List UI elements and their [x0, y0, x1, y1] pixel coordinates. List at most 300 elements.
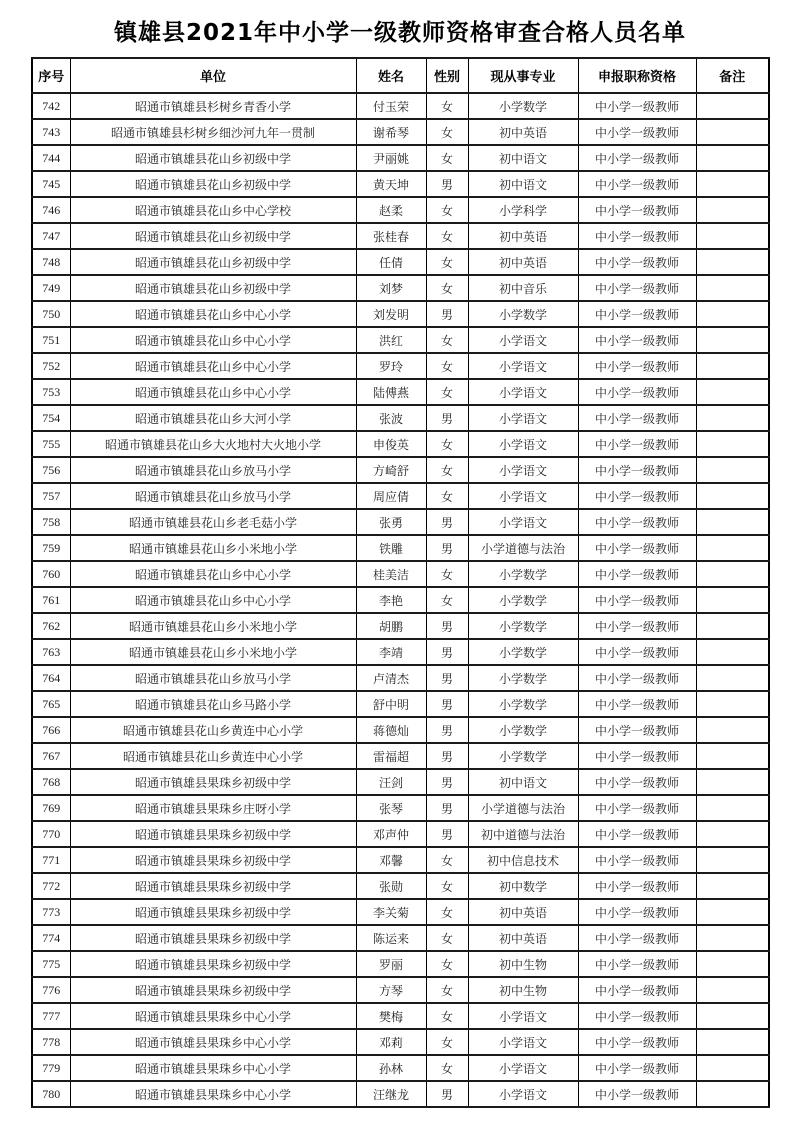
- cell-name: 陈运来: [356, 925, 426, 951]
- cell-name: 付玉荣: [356, 93, 426, 119]
- cell-remarks: [696, 795, 769, 821]
- cell-name: 张桂春: [356, 223, 426, 249]
- cell-serial: 780: [32, 1081, 70, 1107]
- cell-gender: 女: [426, 197, 468, 223]
- cell-remarks: [696, 717, 769, 743]
- cell-remarks: [696, 561, 769, 587]
- cell-unit: 昭通市镇雄县花山乡放马小学: [70, 457, 356, 483]
- header-serial: 序号: [32, 58, 70, 93]
- cell-name: 雷福超: [356, 743, 426, 769]
- cell-profession: 小学数学: [468, 743, 578, 769]
- cell-profession: 初中英语: [468, 223, 578, 249]
- cell-gender: 男: [426, 301, 468, 327]
- cell-unit: 昭通市镇雄县果珠乡中心小学: [70, 1003, 356, 1029]
- cell-serial: 746: [32, 197, 70, 223]
- cell-profession: 小学语文: [468, 405, 578, 431]
- cell-profession: 小学数学: [468, 717, 578, 743]
- cell-unit: 昭通市镇雄县杉树乡青香小学: [70, 93, 356, 119]
- cell-remarks: [696, 509, 769, 535]
- cell-name: 刘梦: [356, 275, 426, 301]
- cell-gender: 男: [426, 717, 468, 743]
- table-row: [32, 301, 769, 327]
- cell-title-qualification: 中小学一级教师: [578, 925, 696, 951]
- cell-remarks: [696, 613, 769, 639]
- cell-title-qualification: 中小学一级教师: [578, 639, 696, 665]
- cell-name: 邓莉: [356, 1029, 426, 1055]
- cell-name: 黄天坤: [356, 171, 426, 197]
- cell-profession: 初中生物: [468, 977, 578, 1003]
- cell-gender: 女: [426, 1055, 468, 1081]
- cell-profession: 小学数学: [468, 587, 578, 613]
- cell-profession: 小学语文: [468, 509, 578, 535]
- cell-profession: 小学语文: [468, 431, 578, 457]
- cell-title-qualification: 中小学一级教师: [578, 301, 696, 327]
- cell-remarks: [696, 743, 769, 769]
- cell-gender: 女: [426, 847, 468, 873]
- cell-serial: 765: [32, 691, 70, 717]
- cell-profession: 初中英语: [468, 249, 578, 275]
- cell-gender: 女: [426, 483, 468, 509]
- cell-unit: 昭通市镇雄县花山乡马路小学: [70, 691, 356, 717]
- table-row: [32, 93, 769, 119]
- table-row: [32, 1055, 769, 1081]
- cell-name: 樊梅: [356, 1003, 426, 1029]
- cell-profession: 小学语文: [468, 327, 578, 353]
- cell-remarks: [696, 405, 769, 431]
- cell-unit: 昭通市镇雄县花山乡中心学校: [70, 197, 356, 223]
- cell-name: 李靖: [356, 639, 426, 665]
- cell-profession: 小学数学: [468, 639, 578, 665]
- cell-title-qualification: 中小学一级教师: [578, 431, 696, 457]
- cell-serial: 753: [32, 379, 70, 405]
- table-row: [32, 535, 769, 561]
- cell-serial: 743: [32, 119, 70, 145]
- table-row: [32, 171, 769, 197]
- table-row: [32, 717, 769, 743]
- cell-name: 尹丽姚: [356, 145, 426, 171]
- cell-remarks: [696, 535, 769, 561]
- cell-name: 洪红: [356, 327, 426, 353]
- cell-title-qualification: 中小学一级教师: [578, 821, 696, 847]
- cell-serial: 764: [32, 665, 70, 691]
- table-row: [32, 405, 769, 431]
- table-row: [32, 431, 769, 457]
- cell-serial: 758: [32, 509, 70, 535]
- table-row: [32, 821, 769, 847]
- cell-title-qualification: 中小学一级教师: [578, 665, 696, 691]
- cell-title-qualification: 中小学一级教师: [578, 951, 696, 977]
- cell-profession: 初中语文: [468, 145, 578, 171]
- cell-title-qualification: 中小学一级教师: [578, 223, 696, 249]
- cell-title-qualification: 中小学一级教师: [578, 977, 696, 1003]
- cell-title-qualification: 中小学一级教师: [578, 743, 696, 769]
- table-row: [32, 249, 769, 275]
- header-title-qualification: 申报职称资格: [578, 58, 696, 93]
- cell-unit: 昭通市镇雄县花山乡中心小学: [70, 353, 356, 379]
- cell-profession: 小学语文: [468, 483, 578, 509]
- cell-gender: 女: [426, 951, 468, 977]
- cell-name: 孙林: [356, 1055, 426, 1081]
- table-row: [32, 509, 769, 535]
- cell-remarks: [696, 951, 769, 977]
- cell-gender: 男: [426, 405, 468, 431]
- cell-serial: 744: [32, 145, 70, 171]
- table-row: [32, 483, 769, 509]
- cell-serial: 756: [32, 457, 70, 483]
- cell-serial: 759: [32, 535, 70, 561]
- cell-gender: 男: [426, 743, 468, 769]
- table-row: [32, 925, 769, 951]
- table-row: [32, 587, 769, 613]
- cell-serial: 762: [32, 613, 70, 639]
- cell-title-qualification: 中小学一级教师: [578, 899, 696, 925]
- cell-serial: 754: [32, 405, 70, 431]
- cell-gender: 男: [426, 535, 468, 561]
- cell-title-qualification: 中小学一级教师: [578, 249, 696, 275]
- cell-serial: 763: [32, 639, 70, 665]
- cell-unit: 昭通市镇雄县花山乡初级中学: [70, 223, 356, 249]
- cell-gender: 女: [426, 93, 468, 119]
- cell-serial: 770: [32, 821, 70, 847]
- cell-remarks: [696, 197, 769, 223]
- cell-title-qualification: 中小学一级教师: [578, 93, 696, 119]
- cell-unit: 昭通市镇雄县果珠乡初级中学: [70, 847, 356, 873]
- cell-unit: 昭通市镇雄县花山乡小米地小学: [70, 613, 356, 639]
- cell-gender: 女: [426, 977, 468, 1003]
- cell-serial: 760: [32, 561, 70, 587]
- cell-remarks: [696, 1003, 769, 1029]
- cell-remarks: [696, 1055, 769, 1081]
- cell-gender: 女: [426, 353, 468, 379]
- table-row: [32, 639, 769, 665]
- cell-profession: 初中英语: [468, 925, 578, 951]
- cell-serial: 779: [32, 1055, 70, 1081]
- cell-gender: 女: [426, 249, 468, 275]
- table-row: [32, 795, 769, 821]
- cell-gender: 女: [426, 1003, 468, 1029]
- cell-name: 舒中明: [356, 691, 426, 717]
- cell-remarks: [696, 327, 769, 353]
- cell-name: 张波: [356, 405, 426, 431]
- cell-name: 卢清杰: [356, 665, 426, 691]
- cell-serial: 755: [32, 431, 70, 457]
- cell-unit: 昭通市镇雄县果珠乡初级中学: [70, 977, 356, 1003]
- cell-name: 任倩: [356, 249, 426, 275]
- cell-name: 邓声仲: [356, 821, 426, 847]
- cell-remarks: [696, 691, 769, 717]
- cell-serial: 766: [32, 717, 70, 743]
- cell-gender: 男: [426, 171, 468, 197]
- cell-profession: 小学道德与法治: [468, 795, 578, 821]
- cell-unit: 昭通市镇雄县花山乡初级中学: [70, 275, 356, 301]
- cell-gender: 女: [426, 587, 468, 613]
- cell-unit: 昭通市镇雄县果珠乡中心小学: [70, 1029, 356, 1055]
- cell-title-qualification: 中小学一级教师: [578, 535, 696, 561]
- roster-table: [31, 57, 770, 1108]
- cell-remarks: [696, 769, 769, 795]
- table-row: [32, 561, 769, 587]
- cell-gender: 男: [426, 1081, 468, 1107]
- cell-serial: 774: [32, 925, 70, 951]
- cell-title-qualification: 中小学一级教师: [578, 587, 696, 613]
- cell-name: 胡鹏: [356, 613, 426, 639]
- cell-title-qualification: 中小学一级教师: [578, 353, 696, 379]
- cell-remarks: [696, 847, 769, 873]
- cell-title-qualification: 中小学一级教师: [578, 873, 696, 899]
- cell-serial: 761: [32, 587, 70, 613]
- cell-profession: 小学科学: [468, 197, 578, 223]
- cell-profession: 初中道德与法治: [468, 821, 578, 847]
- header-remarks: 备注: [696, 58, 769, 93]
- cell-unit: 昭通市镇雄县果珠乡初级中学: [70, 951, 356, 977]
- cell-profession: 小学数学: [468, 93, 578, 119]
- table-row: [32, 613, 769, 639]
- cell-remarks: [696, 145, 769, 171]
- header-profession: 现从事专业: [468, 58, 578, 93]
- cell-title-qualification: 中小学一级教师: [578, 119, 696, 145]
- cell-remarks: [696, 379, 769, 405]
- cell-gender: 女: [426, 457, 468, 483]
- table-row: [32, 769, 769, 795]
- cell-title-qualification: 中小学一级教师: [578, 691, 696, 717]
- cell-unit: 昭通市镇雄县花山乡中心小学: [70, 327, 356, 353]
- table-body: [32, 93, 769, 1107]
- cell-serial: 775: [32, 951, 70, 977]
- cell-remarks: [696, 249, 769, 275]
- cell-unit: 昭通市镇雄县花山乡初级中学: [70, 145, 356, 171]
- cell-remarks: [696, 587, 769, 613]
- cell-remarks: [696, 353, 769, 379]
- table-row: [32, 119, 769, 145]
- cell-unit: 昭通市镇雄县花山乡中心小学: [70, 301, 356, 327]
- cell-unit: 昭通市镇雄县果珠乡庄呀小学: [70, 795, 356, 821]
- cell-unit: 昭通市镇雄县花山乡中心小学: [70, 561, 356, 587]
- cell-unit: 昭通市镇雄县花山乡初级中学: [70, 249, 356, 275]
- cell-profession: 小学数学: [468, 613, 578, 639]
- cell-title-qualification: 中小学一级教师: [578, 1029, 696, 1055]
- cell-unit: 昭通市镇雄县花山乡初级中学: [70, 171, 356, 197]
- cell-gender: 女: [426, 873, 468, 899]
- cell-serial: 768: [32, 769, 70, 795]
- cell-profession: 小学语文: [468, 353, 578, 379]
- table-row: [32, 665, 769, 691]
- cell-unit: 昭通市镇雄县花山乡放马小学: [70, 483, 356, 509]
- table-row: [32, 327, 769, 353]
- cell-name: 方崎舒: [356, 457, 426, 483]
- cell-unit: 昭通市镇雄县花山乡小米地小学: [70, 535, 356, 561]
- cell-remarks: [696, 639, 769, 665]
- cell-remarks: [696, 665, 769, 691]
- cell-serial: 777: [32, 1003, 70, 1029]
- cell-profession: 小学语文: [468, 457, 578, 483]
- cell-title-qualification: 中小学一级教师: [578, 197, 696, 223]
- cell-serial: 776: [32, 977, 70, 1003]
- cell-remarks: [696, 925, 769, 951]
- cell-name: 罗玲: [356, 353, 426, 379]
- cell-name: 桂美洁: [356, 561, 426, 587]
- cell-unit: 昭通市镇雄县杉树乡细沙河九年一贯制: [70, 119, 356, 145]
- table-row: [32, 899, 769, 925]
- cell-name: 方琴: [356, 977, 426, 1003]
- cell-gender: 女: [426, 899, 468, 925]
- cell-remarks: [696, 821, 769, 847]
- cell-name: 谢希琴: [356, 119, 426, 145]
- cell-gender: 女: [426, 223, 468, 249]
- cell-title-qualification: 中小学一级教师: [578, 327, 696, 353]
- header-gender: 性别: [426, 58, 468, 93]
- cell-serial: 757: [32, 483, 70, 509]
- table-row: [32, 951, 769, 977]
- cell-profession: 小学数学: [468, 691, 578, 717]
- cell-remarks: [696, 457, 769, 483]
- cell-name: 赵柔: [356, 197, 426, 223]
- table-row: [32, 379, 769, 405]
- cell-remarks: [696, 301, 769, 327]
- cell-name: 周应倩: [356, 483, 426, 509]
- cell-gender: 男: [426, 795, 468, 821]
- cell-remarks: [696, 1029, 769, 1055]
- cell-unit: 昭通市镇雄县果珠乡初级中学: [70, 925, 356, 951]
- cell-gender: 女: [426, 431, 468, 457]
- cell-gender: 女: [426, 327, 468, 353]
- cell-remarks: [696, 119, 769, 145]
- cell-title-qualification: 中小学一级教师: [578, 561, 696, 587]
- cell-unit: 昭通市镇雄县果珠乡中心小学: [70, 1055, 356, 1081]
- cell-unit: 昭通市镇雄县花山乡黄连中心小学: [70, 743, 356, 769]
- cell-unit: 昭通市镇雄县花山乡黄连中心小学: [70, 717, 356, 743]
- table-header: [32, 58, 769, 93]
- table-row: [32, 847, 769, 873]
- page-title: 镇雄县2021年中小学一级教师资格审查合格人员名单: [113, 20, 686, 46]
- cell-name: 张勇: [356, 509, 426, 535]
- cell-unit: 昭通市镇雄县花山乡大火地村大火地小学: [70, 431, 356, 457]
- cell-gender: 女: [426, 561, 468, 587]
- cell-name: 汪剑: [356, 769, 426, 795]
- cell-unit: 昭通市镇雄县果珠乡初级中学: [70, 821, 356, 847]
- cell-title-qualification: 中小学一级教师: [578, 379, 696, 405]
- cell-profession: 小学语文: [468, 1081, 578, 1107]
- cell-title-qualification: 中小学一级教师: [578, 1055, 696, 1081]
- cell-title-qualification: 中小学一级教师: [578, 847, 696, 873]
- cell-serial: 745: [32, 171, 70, 197]
- cell-name: 张勋: [356, 873, 426, 899]
- cell-remarks: [696, 431, 769, 457]
- cell-unit: 昭通市镇雄县花山乡放马小学: [70, 665, 356, 691]
- table-row: [32, 145, 769, 171]
- cell-serial: 747: [32, 223, 70, 249]
- cell-profession: 初中语文: [468, 171, 578, 197]
- table-row: [32, 743, 769, 769]
- table-row: [32, 1081, 769, 1107]
- cell-name: 李关菊: [356, 899, 426, 925]
- cell-gender: 女: [426, 925, 468, 951]
- table-row: [32, 457, 769, 483]
- cell-name: 铁雕: [356, 535, 426, 561]
- cell-profession: 小学数学: [468, 561, 578, 587]
- cell-remarks: [696, 1081, 769, 1107]
- cell-remarks: [696, 93, 769, 119]
- cell-serial: 751: [32, 327, 70, 353]
- cell-gender: 男: [426, 691, 468, 717]
- cell-serial: 750: [32, 301, 70, 327]
- cell-name: 陆傅燕: [356, 379, 426, 405]
- cell-serial: 752: [32, 353, 70, 379]
- cell-serial: 769: [32, 795, 70, 821]
- cell-serial: 742: [32, 93, 70, 119]
- cell-serial: 772: [32, 873, 70, 899]
- table-row: [32, 197, 769, 223]
- cell-profession: 初中音乐: [468, 275, 578, 301]
- cell-unit: 昭通市镇雄县果珠乡初级中学: [70, 873, 356, 899]
- cell-gender: 男: [426, 821, 468, 847]
- cell-name: 邓馨: [356, 847, 426, 873]
- cell-name: 刘发明: [356, 301, 426, 327]
- cell-title-qualification: 中小学一级教师: [578, 405, 696, 431]
- cell-title-qualification: 中小学一级教师: [578, 717, 696, 743]
- cell-name: 李艳: [356, 587, 426, 613]
- cell-profession: 小学语文: [468, 1055, 578, 1081]
- table-row: [32, 275, 769, 301]
- cell-gender: 男: [426, 509, 468, 535]
- cell-name: 汪继龙: [356, 1081, 426, 1107]
- cell-gender: 男: [426, 665, 468, 691]
- cell-remarks: [696, 873, 769, 899]
- cell-profession: 初中语文: [468, 769, 578, 795]
- cell-title-qualification: 中小学一级教师: [578, 1003, 696, 1029]
- cell-remarks: [696, 483, 769, 509]
- cell-gender: 女: [426, 119, 468, 145]
- header-name: 姓名: [356, 58, 426, 93]
- table-row: [32, 977, 769, 1003]
- cell-serial: 771: [32, 847, 70, 873]
- cell-title-qualification: 中小学一级教师: [578, 509, 696, 535]
- cell-profession: 小学语文: [468, 1029, 578, 1055]
- table-row: [32, 691, 769, 717]
- cell-unit: 昭通市镇雄县花山乡老毛菇小学: [70, 509, 356, 535]
- cell-name: 蒋德灿: [356, 717, 426, 743]
- cell-serial: 773: [32, 899, 70, 925]
- cell-gender: 女: [426, 145, 468, 171]
- cell-title-qualification: 中小学一级教师: [578, 769, 696, 795]
- cell-gender: 女: [426, 1029, 468, 1055]
- cell-remarks: [696, 899, 769, 925]
- cell-title-qualification: 中小学一级教师: [578, 613, 696, 639]
- cell-profession: 小学道德与法治: [468, 535, 578, 561]
- cell-title-qualification: 中小学一级教师: [578, 795, 696, 821]
- cell-title-qualification: 中小学一级教师: [578, 483, 696, 509]
- cell-title-qualification: 中小学一级教师: [578, 275, 696, 301]
- cell-remarks: [696, 977, 769, 1003]
- cell-gender: 男: [426, 613, 468, 639]
- cell-title-qualification: 中小学一级教师: [578, 145, 696, 171]
- cell-profession: 小学数学: [468, 301, 578, 327]
- cell-name: 张琴: [356, 795, 426, 821]
- cell-name: 罗丽: [356, 951, 426, 977]
- cell-unit: 昭通市镇雄县花山乡中心小学: [70, 379, 356, 405]
- cell-profession: 小学语文: [468, 379, 578, 405]
- cell-gender: 女: [426, 275, 468, 301]
- cell-profession: 初中信息技术: [468, 847, 578, 873]
- cell-profession: 初中英语: [468, 899, 578, 925]
- cell-unit: 昭通市镇雄县花山乡大河小学: [70, 405, 356, 431]
- cell-unit: 昭通市镇雄县花山乡中心小学: [70, 587, 356, 613]
- cell-unit: 昭通市镇雄县果珠乡初级中学: [70, 899, 356, 925]
- cell-unit: 昭通市镇雄县果珠乡初级中学: [70, 769, 356, 795]
- cell-remarks: [696, 275, 769, 301]
- header-unit: 单位: [70, 58, 356, 93]
- cell-profession: 初中英语: [468, 119, 578, 145]
- cell-profession: 初中生物: [468, 951, 578, 977]
